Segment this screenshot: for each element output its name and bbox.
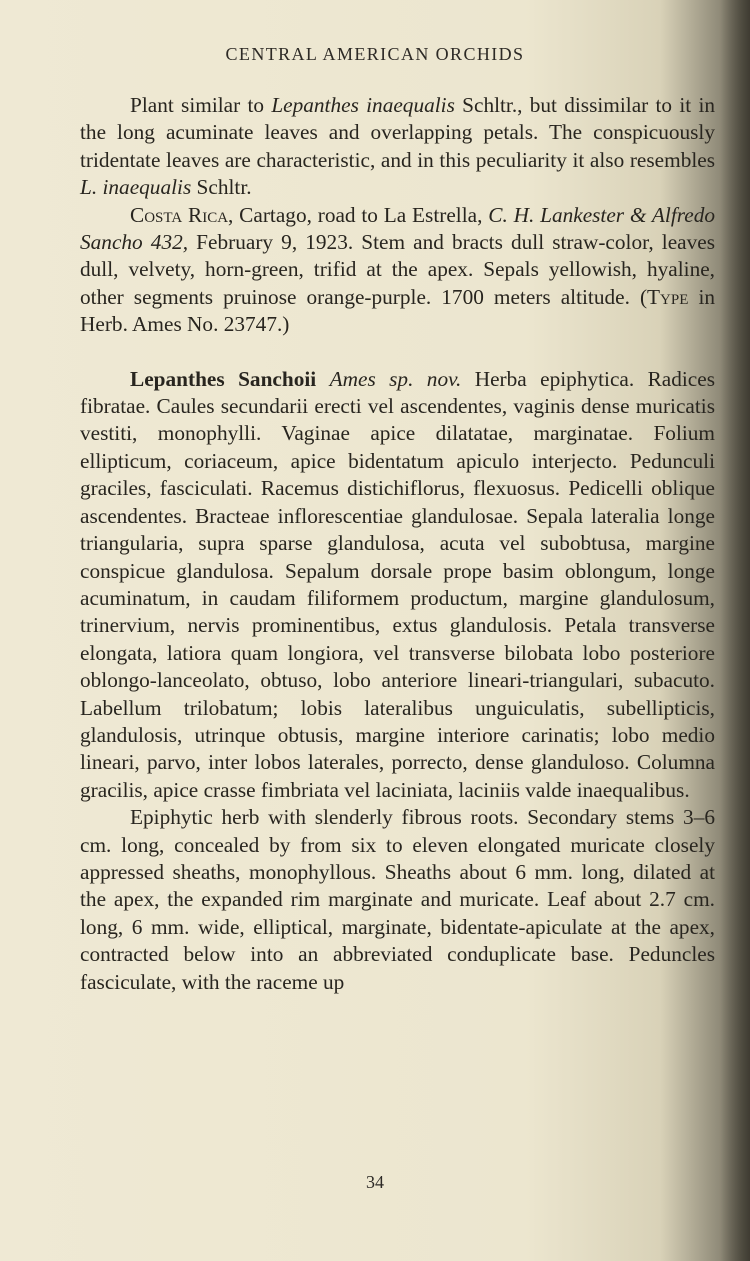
authority: Ames sp. nov. (329, 366, 462, 391)
body-text (80, 92, 715, 996)
locality-country: Costa Rica (130, 202, 229, 227)
page-number: 34 (366, 1172, 384, 1192)
paragraph-specimen-citation: Costa Rica, Cartago, road to La Estrella, C. H. Lankester & Alfredo Sancho 432, February 9, 1923. Stem and bracts dull straw-color, leaves dull, velvety, horn-green, trifid at the apex. Sepals yellowish, hyaline, other segments pruinose orange-purple. 1700 meters altitude. (Type in Herb. Ames No. 23747.) (80, 202, 716, 337)
paragraph-description-end: Plant similar to Lepanthes inaequalis Schltr., but dissimilar to it in the long acuminate leaves and overlapping petals. The conspicuously tridentate leaves are characteristic, and in this peculiarity it also resembles L. inaequalis Schltr. (80, 93, 716, 200)
collector: C. H. Lankester & Alfredo Sancho 432, (80, 202, 715, 255)
species-name: Lepanthes Sanchoii (130, 366, 317, 391)
paragraph-gap (80, 339, 715, 366)
paragraph-latin-diagnosis: Lepanthes Sanchoii Ames sp. nov. Herba epiphytica. Radices fibratae. Caules secundarii erecti vel ascendentes, vaginis dense muricatis vestiti, monophylli. Vaginae apice dilatatae, marginatae. Folium ellipticum, coriaceum, apice bidentatum apiculo interjecto. Pedunculi graciles, fasciculati. Racemus distichiflorus, flexuosus. Pedicelli oblique ascendentes. Bracteae inflorescentiae glandulosae. Sepala lateralia longe triangularia, supra sparse glandulosa, acuta vel subobtusa, margine conspicue glandulosa. Sepalum dorsale prope basim oblongum, longe acuminatum, in caudam filiformem productum, margine glandulosum, trinervium, nervis prominentibus, extus glandulosis. Petala transverse elongata, latiora quam longiora, vel transverse bilobata lobo posteriore oblongo-lanceolato, obtuso, lobo anteriore lineari-triangulari, subacuto. Labellum trilobatum; lobis lateralibus unguiculatis, subellipticis, glandulosis, utrinque obtusis, margine interiore carinatis; lobo medio lineari, parvo, inter lobos laterales, porrecto, dense glanduloso. Columna gracilis, apice crasse fimbriata vel laciniata, laciniis valde inaequalibus. (80, 366, 715, 802)
paragraph-english-description: Epiphytic herb with slenderly fibrous roots. Secondary stems 3–6 cm. long, concealed by from six to eleven elongated muricate closely appressed sheaths, monophyllous. Sheaths about 6 mm. long, dilated at the apex, the expanded rim marginate and muricate. Leaf about 2.7 cm. long, 6 mm. wide, elliptical, marginate, bidentate-apiculate at the apex, contracted below into an abbreviated conduplicate base. Peduncles fasciculate, with the raceme up (80, 805, 715, 994)
running-head: CENTRAL AMERICAN ORCHIDS (225, 44, 525, 64)
